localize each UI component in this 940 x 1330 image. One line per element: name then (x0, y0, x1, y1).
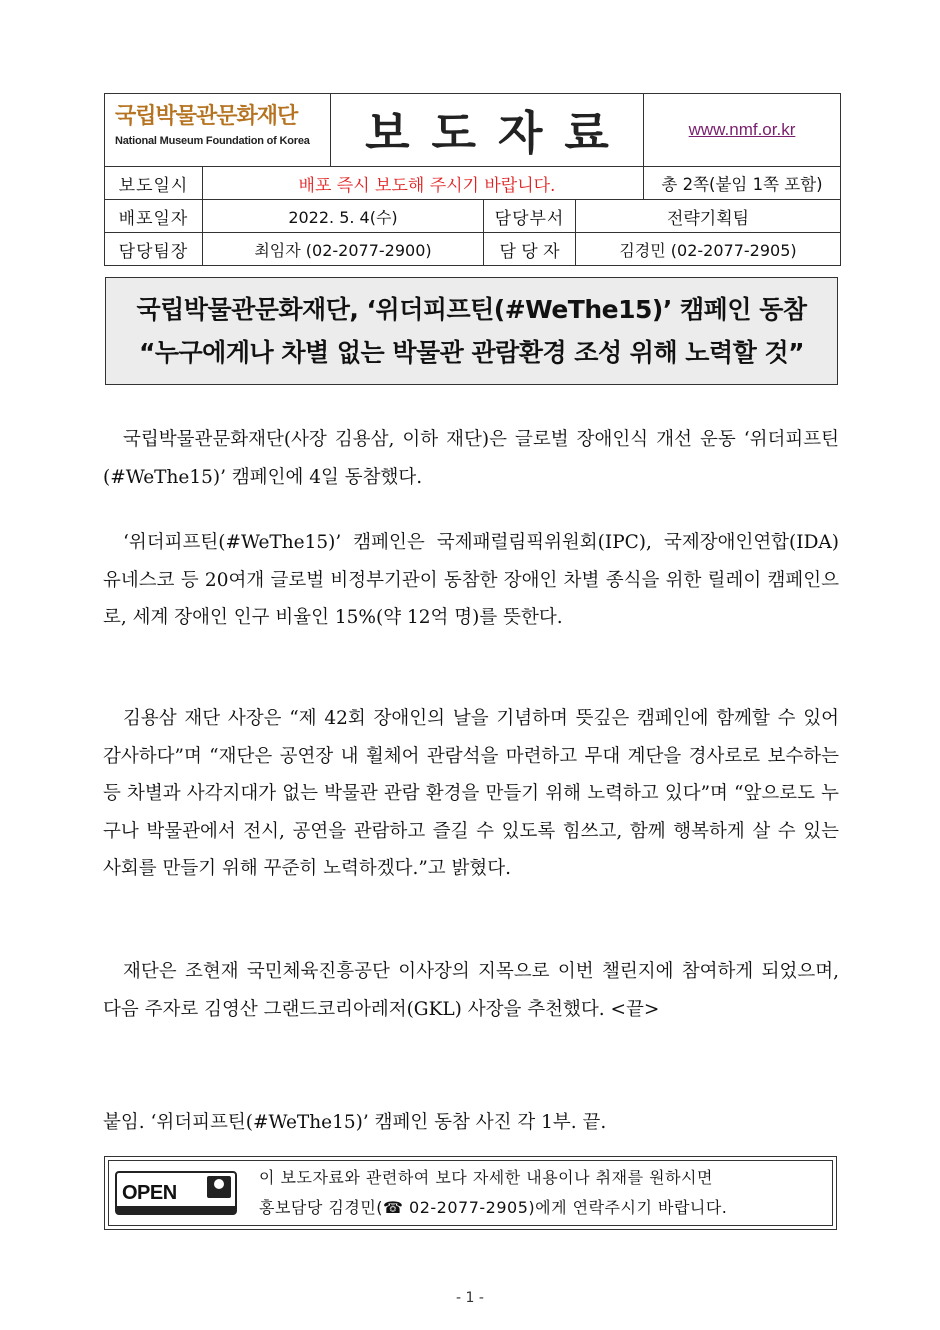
contact-box (104, 1156, 837, 1230)
body-paragraph-4 (103, 953, 839, 1028)
contact-text (259, 1163, 727, 1223)
department-value: 전략기획팀 (666, 208, 750, 229)
attachment-note (103, 1104, 839, 1142)
body-paragraph-3 (103, 700, 839, 888)
contact-line-2: 홍보담당 김경민(☎ 02-2077-2905)에게 연락주시기 바랍니다. (259, 1198, 728, 1217)
info-row-distribution (105, 200, 840, 233)
headline-line-1: 국립박물관문화재단, ‘위더피프틴(#WeThe15)’ 캠페인 동참 (136, 295, 807, 324)
website-cell (644, 94, 840, 166)
release-time-value: 배포 즉시 보도해 주시기 바랍니다. (203, 167, 644, 199)
paragraph-2-text: ‘위더피프틴(#WeThe15)’ 캠페인은 국제패럴림픽위원회(IPC), 국제장애인연합(IDA) 유네스코 등 20여개 글로벌 비정부기관이 동참한 장애인 차별 종식을 위한 릴레이 캠페인으로, 세계 장애인 인구 비율인 15%(약 12억 명)를 뜻한다. (103, 532, 839, 628)
team-leader-label: 담당팀장 (105, 233, 203, 265)
person-icon (207, 1176, 231, 1198)
doc-title: 보도자료 (331, 94, 644, 166)
distribution-date-value: 2022. 5. 4(수) (203, 200, 484, 232)
paragraph-1-text: 국립박물관문화재단(사장 김용삼, 이하 재단)은 글로벌 장애인식 개선 운동 ‘위더피프틴(#WeThe15)’ 캠페인에 4일 동참했다. (103, 429, 839, 488)
open-badge-label: OPEN (122, 1181, 177, 1204)
page-number: - 1 - (456, 1290, 484, 1306)
distribution-date-label: 배포일자 (105, 200, 203, 232)
attachment-text: 붙임. ‘위더피프틴(#WeThe15)’ 캠페인 동참 사진 각 1부. 끝. (103, 1112, 607, 1133)
website-link[interactable]: www.nmf.or.kr (688, 120, 796, 139)
org-logo (105, 94, 331, 166)
headline-box (105, 277, 838, 385)
header-top-row (105, 94, 840, 167)
body-paragraph-2 (103, 524, 839, 637)
body-paragraph-1 (103, 421, 839, 496)
info-row-release-time (105, 167, 840, 200)
contact-line-1: 이 보도자료와 관련하여 보다 자세한 내용이나 취재를 원하시면 (259, 1168, 713, 1187)
org-name-en: National Museum Foundation of Korea (115, 135, 310, 147)
contact-person-value: 김경민 (02-2077-2905) (619, 240, 797, 260)
release-time-label: 보도일시 (105, 167, 203, 199)
info-row-contacts (105, 233, 840, 265)
open-license-badge (115, 1171, 237, 1215)
department-label: 담당부서 (484, 200, 576, 232)
press-release-header (104, 93, 841, 266)
paragraph-3-text: 김용삼 재단 사장은 “제 42회 장애인의 날을 기념하며 뜻깊은 캠페인에 함께할 수 있어 감사하다”며 “재단은 공연장 내 휠체어 관람석을 마련하고 무대 계단을 경사로로 보수하는 등 차별과 사각지대가 없는 박물관 관람 환경을 만들기 위해 노력하고 있다”며 “앞으로도 누구나 박물관에서 전시, 공연을 관람하고 즐길 수 있도록 힘쓰고, 함께 행복하게 살 수 있는 사회를 만들기 위해 꾸준히 노력하겠다.”고 밝혔다. (103, 708, 839, 879)
contact-person-label: 담 당 자 (484, 233, 576, 265)
badge-strip (117, 1206, 235, 1213)
headline-line-2: “누구에게나 차별 없는 박물관 관람환경 조성 위해 노력할 것” (138, 338, 805, 367)
paragraph-4-text: 재단은 조현재 국민체육진흥공단 이사장의 지목으로 이번 챌린지에 참여하게 되었으며, 다음 주자로 김영산 그랜드코리아레저(GKL) 사장을 추천했다. <끝> (103, 961, 839, 1020)
team-leader-value: 최임자 (02-2077-2900) (203, 233, 484, 265)
org-name-ko: 국립박물관문화재단 (115, 104, 298, 129)
page-count: 총 2쪽(붙임 1쪽 포함) (661, 175, 823, 194)
